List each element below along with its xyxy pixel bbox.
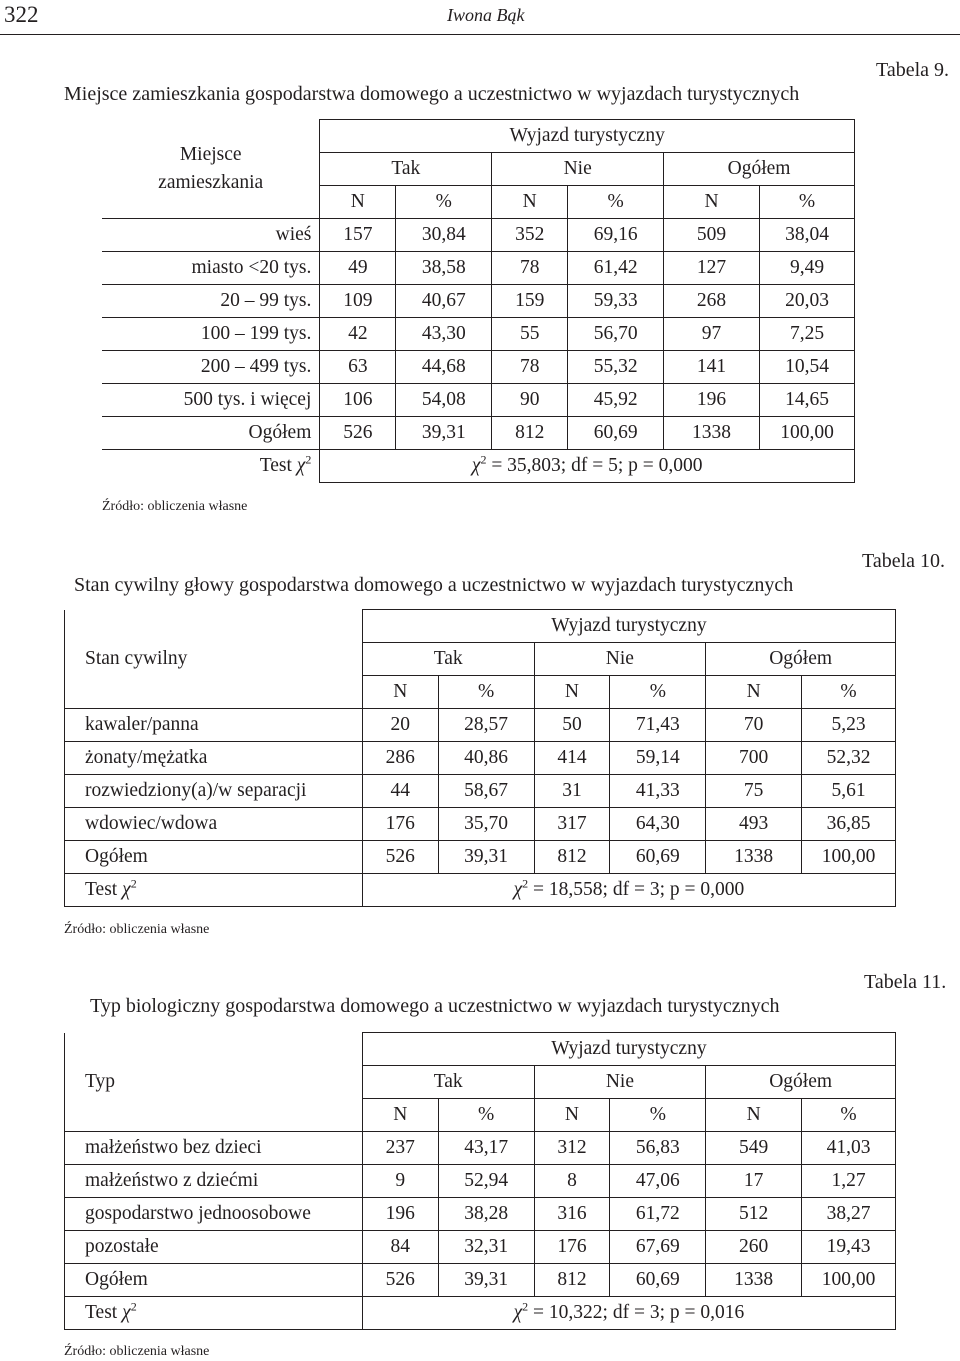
table-row [102, 318, 855, 351]
test-label: Test $\chi^2$ [65, 874, 363, 907]
header-pct: % [568, 186, 664, 219]
table-cell: 700 [706, 742, 802, 775]
table-cell: 526 [362, 1264, 438, 1297]
table-cell: 812 [534, 841, 610, 874]
table11-label: Tabela 11. [864, 971, 947, 993]
header-pct: % [802, 1099, 896, 1132]
row-label: rozwiedziony(a)/w separacji [65, 775, 363, 808]
table-cell: 176 [362, 808, 438, 841]
row-label: pozostałe [65, 1231, 363, 1264]
table-cell: 55 [492, 318, 568, 351]
table-cell: 31 [534, 775, 610, 808]
table-cell: 28,57 [438, 709, 534, 742]
header-n: N [320, 186, 396, 219]
header-ogolem: Ogółem [706, 643, 896, 676]
header-pct: % [396, 186, 492, 219]
row-label: 20 – 99 tys. [102, 285, 320, 318]
table-cell: 100,00 [802, 841, 896, 874]
source-note: Źródło: obliczenia własne [102, 499, 248, 514]
table-cell: 43,17 [438, 1132, 534, 1165]
row-label: 200 – 499 tys. [102, 351, 320, 384]
table-row [65, 1231, 896, 1264]
table-cell: 59,14 [610, 742, 706, 775]
table-cell: 60,69 [568, 417, 664, 450]
table-cell: 526 [362, 841, 438, 874]
table-cell: 52,94 [438, 1165, 534, 1198]
table-cell: 42 [320, 318, 396, 351]
table-cell: 84 [362, 1231, 438, 1264]
table-cell: 59,33 [568, 285, 664, 318]
table-cell: 17 [706, 1165, 802, 1198]
table-cell: 55,32 [568, 351, 664, 384]
table-row [65, 1264, 896, 1297]
table-row [102, 351, 855, 384]
table11 [64, 1032, 896, 1330]
row-label: Ogółem [65, 841, 363, 874]
table-row [65, 709, 896, 742]
table-cell: 316 [534, 1198, 610, 1231]
table11-first-col-header: Typ [65, 1033, 363, 1132]
row-label: miasto <20 tys. [102, 252, 320, 285]
table9-label: Tabela 9. [876, 59, 950, 81]
table-cell: 1338 [706, 1264, 802, 1297]
table-cell: 812 [492, 417, 568, 450]
header-n: N [534, 676, 610, 709]
table-cell: 39,31 [438, 841, 534, 874]
table-cell: 97 [664, 318, 760, 351]
table-cell: 509 [664, 219, 760, 252]
table-cell: 100,00 [760, 417, 855, 450]
row-label: 500 tys. i więcej [102, 384, 320, 417]
table-row [102, 219, 855, 252]
table-row [65, 742, 896, 775]
table-row [65, 1132, 896, 1165]
table-row [65, 808, 896, 841]
table-cell: 14,65 [760, 384, 855, 417]
table-cell: 30,84 [396, 219, 492, 252]
table-cell: 106 [320, 384, 396, 417]
table-cell: 1,27 [802, 1165, 896, 1198]
header-pct: % [610, 676, 706, 709]
table-cell: 196 [362, 1198, 438, 1231]
table-cell: 69,16 [568, 219, 664, 252]
table-cell: 9 [362, 1165, 438, 1198]
table-cell: 35,70 [438, 808, 534, 841]
row-label: żonaty/mężatka [65, 742, 363, 775]
table-cell: 50 [534, 709, 610, 742]
row-label: Ogółem [102, 417, 320, 450]
table10-title: Stan cywilny głowy gospodarstwa domowego a uczestnictwo w wyjazdach turystycznych [74, 574, 794, 596]
table-cell: 56,83 [610, 1132, 706, 1165]
table-cell: 43,30 [396, 318, 492, 351]
table-cell: 40,86 [438, 742, 534, 775]
table-cell: 109 [320, 285, 396, 318]
table-row [65, 1165, 896, 1198]
header-n: N [534, 1099, 610, 1132]
table-cell: 90 [492, 384, 568, 417]
table-cell: 40,67 [396, 285, 492, 318]
table10-first-col-header: Stan cywilny [65, 610, 363, 709]
table-row [102, 417, 855, 450]
table-cell: 312 [534, 1132, 610, 1165]
table-cell: 141 [664, 351, 760, 384]
table-cell: 41,33 [610, 775, 706, 808]
row-label: małżeństwo z dziećmi [65, 1165, 363, 1198]
table-cell: 176 [534, 1231, 610, 1264]
table-cell: 75 [706, 775, 802, 808]
table-cell: 63 [320, 351, 396, 384]
table-cell: 39,31 [438, 1264, 534, 1297]
table-cell: 78 [492, 351, 568, 384]
row-label: wdowiec/wdowa [65, 808, 363, 841]
table-cell: 60,69 [610, 841, 706, 874]
table-cell: 9,49 [760, 252, 855, 285]
table-cell: 157 [320, 219, 396, 252]
page-header [0, 0, 960, 35]
test-label: Test $\chi^2$ [102, 450, 320, 483]
row-label: Ogółem [65, 1264, 363, 1297]
table-cell: 512 [706, 1198, 802, 1231]
row-label: wieś [102, 219, 320, 252]
table9-title: Miejsce zamieszkania gospodarstwa domowego a uczestnictwo w wyjazdach turystycznych [64, 83, 800, 105]
table-cell: 159 [492, 285, 568, 318]
table10 [64, 609, 896, 907]
group-header: Wyjazd turystyczny [362, 1033, 895, 1066]
table-cell: 47,06 [610, 1165, 706, 1198]
header-tak: Tak [362, 643, 534, 676]
source-note: Źródło: obliczenia własne [64, 922, 210, 937]
table-cell: 237 [362, 1132, 438, 1165]
table-row [102, 252, 855, 285]
table-cell: 61,42 [568, 252, 664, 285]
header-n: N [664, 186, 760, 219]
row-label: 100 – 199 tys. [102, 318, 320, 351]
table-cell: 38,27 [802, 1198, 896, 1231]
table-cell: 20,03 [760, 285, 855, 318]
table-cell: 414 [534, 742, 610, 775]
header-pct: % [610, 1099, 706, 1132]
table-cell: 52,32 [802, 742, 896, 775]
table-cell: 549 [706, 1132, 802, 1165]
header-ogolem: Ogółem [664, 153, 855, 186]
table-cell: 32,31 [438, 1231, 534, 1264]
table-cell: 286 [362, 742, 438, 775]
table-cell: 268 [664, 285, 760, 318]
header-ogolem: Ogółem [706, 1066, 896, 1099]
header-tak: Tak [320, 153, 492, 186]
table-cell: 67,69 [610, 1231, 706, 1264]
header-n: N [492, 186, 568, 219]
header-n: N [362, 1099, 438, 1132]
table-cell: 56,70 [568, 318, 664, 351]
table-cell: 100,00 [802, 1264, 896, 1297]
header-pct: % [802, 676, 896, 709]
table9 [102, 119, 855, 483]
header-n: N [706, 676, 802, 709]
header-tak: Tak [362, 1066, 534, 1099]
group-header: Wyjazd turystyczny [362, 610, 895, 643]
test-value: $\chi^2 = 10,322$; df = 3; p = 0,016 [362, 1297, 895, 1330]
table-row [65, 1198, 896, 1231]
table-cell: 38,28 [438, 1198, 534, 1231]
table-cell: 60,69 [610, 1264, 706, 1297]
header-pct: % [438, 1099, 534, 1132]
table-row [65, 841, 896, 874]
table-cell: 260 [706, 1231, 802, 1264]
table-cell: 5,61 [802, 775, 896, 808]
table-cell: 8 [534, 1165, 610, 1198]
row-label: małżeństwo bez dzieci [65, 1132, 363, 1165]
table-cell: 10,54 [760, 351, 855, 384]
table-cell: 61,72 [610, 1198, 706, 1231]
header-nie: Nie [492, 153, 664, 186]
table-cell: 54,08 [396, 384, 492, 417]
header-pct: % [760, 186, 855, 219]
table-cell: 526 [320, 417, 396, 450]
table-cell: 44,68 [396, 351, 492, 384]
table-cell: 45,92 [568, 384, 664, 417]
table-cell: 58,67 [438, 775, 534, 808]
test-value: $\chi^2 = 18,558$; df = 3; p = 0,000 [362, 874, 895, 907]
table11-title: Typ biologiczny gospodarstwa domowego a uczestnictwo w wyjazdach turystycznych [90, 995, 780, 1017]
test-label: Test $\chi^2$ [65, 1297, 363, 1330]
table-cell: 44 [362, 775, 438, 808]
table-cell: 127 [664, 252, 760, 285]
table9-first-col-header: Miejsce zamieszkania [102, 120, 320, 219]
table-cell: 493 [706, 808, 802, 841]
source-note: Źródło: obliczenia własne [64, 1344, 210, 1359]
group-header: Wyjazd turystyczny [320, 120, 855, 153]
table-cell: 41,03 [802, 1132, 896, 1165]
table-cell: 812 [534, 1264, 610, 1297]
table-cell: 64,30 [610, 808, 706, 841]
header-nie: Nie [534, 1066, 706, 1099]
header-n: N [362, 676, 438, 709]
table-cell: 36,85 [802, 808, 896, 841]
table-cell: 352 [492, 219, 568, 252]
table-cell: 20 [362, 709, 438, 742]
table-cell: 38,04 [760, 219, 855, 252]
table-cell: 1338 [706, 841, 802, 874]
row-label: gospodarstwo jednoosobowe [65, 1198, 363, 1231]
table-row [65, 775, 896, 808]
table-cell: 78 [492, 252, 568, 285]
table-cell: 70 [706, 709, 802, 742]
table-cell: 196 [664, 384, 760, 417]
header-nie: Nie [534, 643, 706, 676]
table-cell: 317 [534, 808, 610, 841]
header-n: N [706, 1099, 802, 1132]
table-cell: 38,58 [396, 252, 492, 285]
table10-label: Tabela 10. [862, 550, 946, 572]
page-number: 322 [4, 2, 39, 27]
table-cell: 5,23 [802, 709, 896, 742]
row-label: kawaler/panna [65, 709, 363, 742]
test-value: $\chi^2 = 35,803$; df = 5; p = 0,000 [320, 450, 855, 483]
table-cell: 1338 [664, 417, 760, 450]
table-cell: 7,25 [760, 318, 855, 351]
table-cell: 39,31 [396, 417, 492, 450]
table-cell: 71,43 [610, 709, 706, 742]
table-row [102, 285, 855, 318]
header-pct: % [438, 676, 534, 709]
table-cell: 49 [320, 252, 396, 285]
running-author: Iwona Bąk [447, 5, 525, 25]
table-cell: 19,43 [802, 1231, 896, 1264]
table-row [102, 384, 855, 417]
